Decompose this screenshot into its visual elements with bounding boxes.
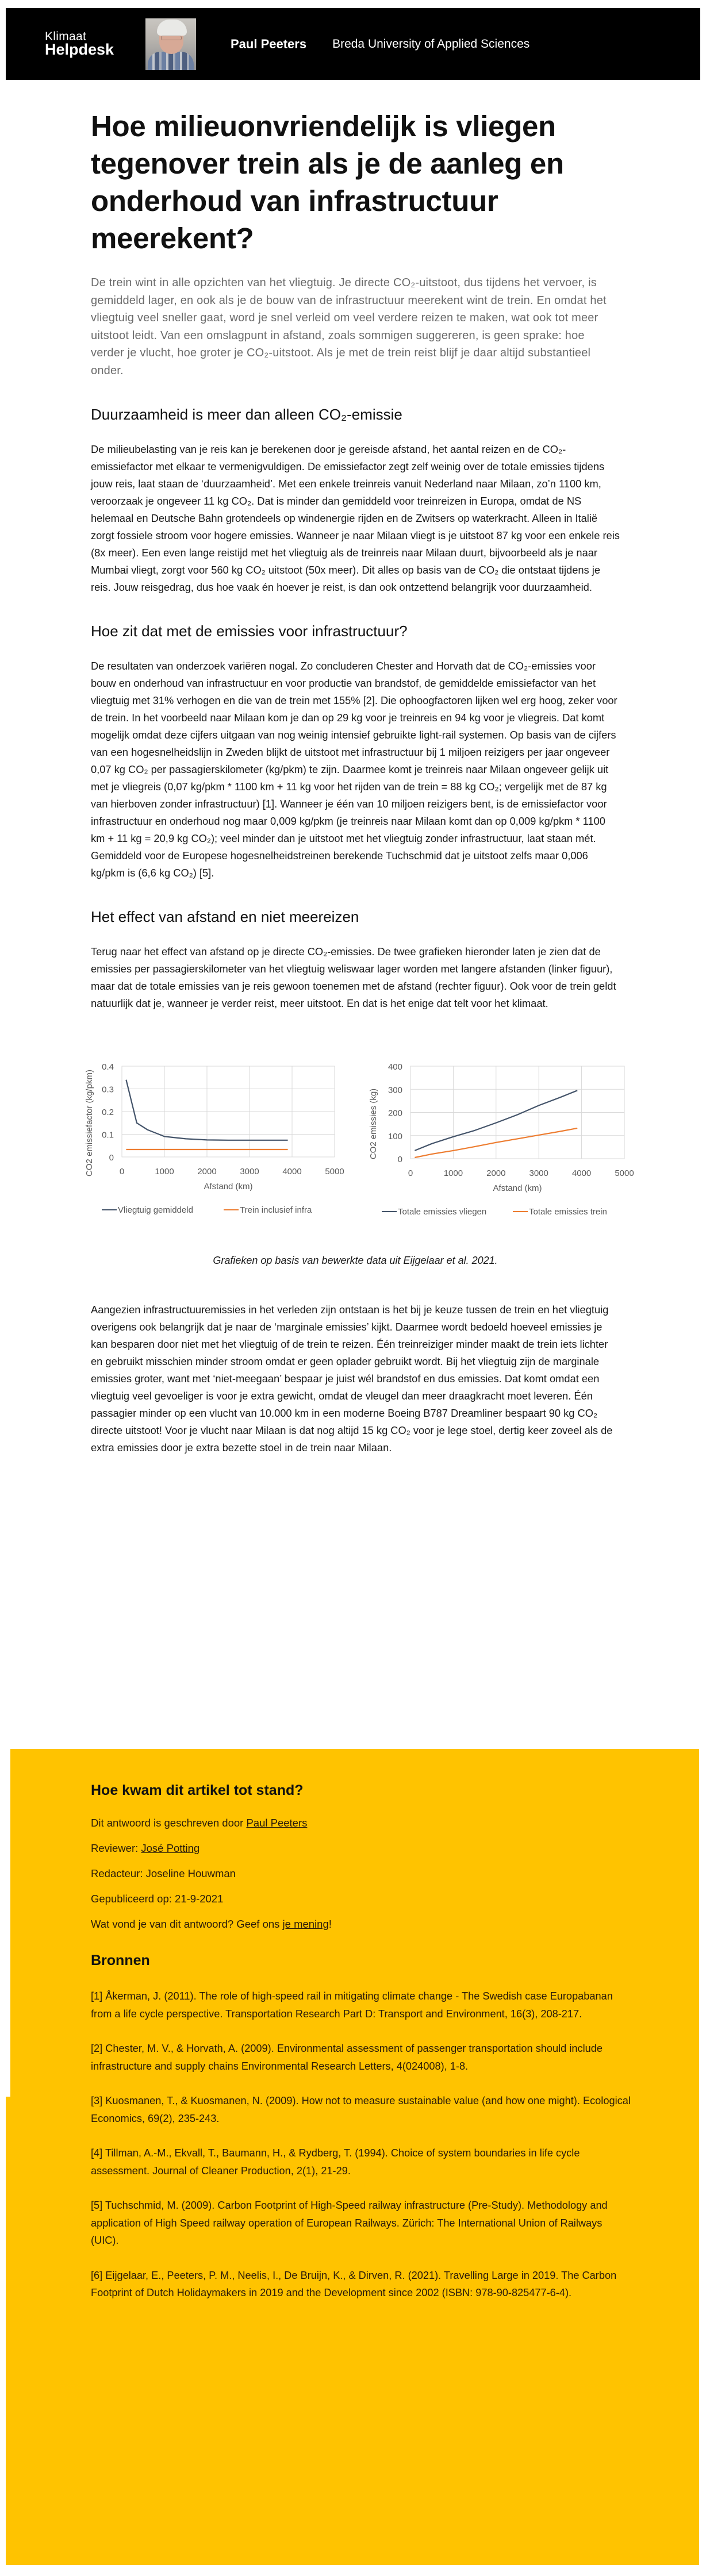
- legend-label: Totale emissies vliegen: [398, 1207, 487, 1217]
- reference-item: [4] Tillman, A.-M., Ekvall, T., Baumann, H., & Rydberg, T. (1994). Choice of system boundaries in life cycle assessment. Journal of Cleaner Production, 2(1), 21-29.: [91, 2147, 580, 2177]
- author-organization: Breda University of Applied Sciences: [332, 37, 530, 51]
- section-paragraph: Terug naar het effect van afstand op je directe CO₂-emissies. De twee grafieken hieronder laten je zien dat de emissies per passagierskilometer van het vliegtuig weliswaar lager worden met langere afstanden (linker figuur), maar dat de totale emissies van je reis gewoon toenemen met de afstand (rechter figuur). Ook voor de trein geldt natuurlijk dat je, wanneer je verder reist, meer uitstoot. En dat is het enige dat telt voor het klimaat.: [91, 945, 616, 1009]
- section-heading-sustainability: Duurzaamheid is meer dan alleen CO₂-emissie: [91, 406, 402, 423]
- y-tick-label: 400: [387, 1062, 402, 1072]
- reviewer: Reviewer: José Potting: [91, 1842, 200, 1854]
- x-tick-label: 5000: [615, 1168, 634, 1178]
- chart-emission-factor: [46, 1050, 351, 1234]
- author-name: Paul Peeters: [231, 36, 307, 51]
- y-tick-label: 0.4: [102, 1062, 114, 1072]
- legend-label: Totale emissies trein: [529, 1207, 607, 1217]
- y-tick-label: 0.2: [102, 1108, 114, 1117]
- reference-item: [2] Chester, M. V., & Horvath, A. (2009). Environmental assessment of passenger transportation should include infrastructure and supply chains Environmental Research Letters, 4(024008), 1-8.: [91, 2043, 603, 2072]
- legend-label: Vliegtuig gemiddeld: [118, 1205, 193, 1215]
- logo-line-2: Helpdesk: [45, 41, 114, 58]
- section-heading-infrastructure: Hoe zit dat met de emissies voor infrastructuur?: [91, 622, 408, 640]
- x-tick-label: 0: [119, 1167, 125, 1176]
- info-heading: Hoe kwam dit artikel tot stand?: [91, 1782, 304, 1798]
- closing-paragraph: Aangezien infrastructuuremissies in het verleden zijn ontstaan is het bij je keuze tussen de trein en het vliegtuig overigens ook belangrijk dat je naar de ‘marginale emissies’ kijkt. Daarmee wordt bedoeld hoeveel emissies je kan besparen door niet met het vliegtuig of de trein te reizen. Één treinreiziger minder maakt de trein iets lichter en gebruikt misschien minder stroom omdat er geen oplader gebruikt wordt. Bij het vliegtuig zijn de marginale emissies groter, want met ‘niet-meegaan’ bespaar je juist wél brandstof en dus emissies. Dat komt omdat een vliegtuig veel gevoeliger is voor je extra gewicht, omdat de vleugel dan meer draagkracht moet leveren. Één passagier minder op een vlucht van 10.000 km in een moderne Boeing B787 Dreamliner bespaart 90 kg CO₂ directe uitstoot! Voor je vlucht naar Milaan is dat nog altijd 15 kg CO₂ voor je lege stoel, dertig keer zoveel als de extra emissies door je extra bezette stoel in de trein naar Milaan.: [91, 1304, 613, 1454]
- author-link[interactable]: Paul Peeters: [246, 1817, 308, 1829]
- feedback-line: Wat vond je van dit antwoord? Geef ons je mening!: [91, 1918, 332, 1930]
- article: [85, 92, 634, 1456]
- published-date: Gepubliceerd op: 21-9-2021: [91, 1893, 224, 1905]
- x-tick-label: 1000: [155, 1167, 174, 1176]
- section-heading-distance: Het effect van afstand en niet meereizen: [91, 908, 359, 925]
- section-paragraph: De resultaten van onderzoek variëren nogal. Zo concluderen Chester and Horvath dat de CO₂-emissies voor bouw en onderhoud van infrastructuur en voor productie van brandstof, de gemiddelde emissiefactor van het vliegtuig met 31% verhogen en die van de trein met 155% [2]. Die ophoogfactoren lijken wel erg hoog, zeker voor de trein. In het voorbeeld naar Milaan kom je dan op 29 kg voor je treinreis en 94 kg voor je vliegreis. Dat komt mogelijk omdat deze cijfers uitgaan van nog weinig intensief gebruikte light-rail systemen. Op basis van de cijfers van een hogesnelheidslijn in Zweden blijkt de uitstoot met infrastructuur bij 1 miljoen reizigers per jaar ongeveer 0,07 kg CO₂ per passagierskilometer (kg/pkm) te zijn. Daarmee komt je treinreis naar Milaan ongeveer gelijk uit met je vliegreis (0,07 kg/pkm * 1100 km + 11 kg voor het rijden van de trein = 88 kg CO₂; vergelijk met de 87 kg van hierboven zonder infrastructuur) [1]. Wanneer je één van 10 miljoen reizigers bent, is de emissiefactor voor infrastructuur en onderhoud nog maar 0,009 kg/pkm (je treinreis naar Milaan komt dan op 0,009 kg/pkm * 1100 km + 11 kg = 20,9 kg CO₂); veel minder dan je uitstoot met het vliegtuig zonder infrastructuur, laat staan mét. Gemiddeld voor de Europese hogesnelheidstreinen berekende Tuchschmid dat je uitstoot zelfs maar 0,006 kg/pkm is (6,6 kg CO₂) [5].: [91, 660, 617, 879]
- reviewer-link[interactable]: José Potting: [141, 1842, 200, 1854]
- feedback-link[interactable]: je mening: [282, 1918, 329, 1930]
- reference-item: [6] Eijgelaar, E., Peeters, P. M., Neelis, I., De Bruijn, K., & Dirven, R. (2021). Travelling Large in 2019. The Carbon Footprint of Dutch Holidaymakers in 2019 and the Development since 2002 (ISBN: 978-90-825477-6-4).: [91, 2269, 617, 2298]
- x-axis-label: Afstand (km): [493, 1183, 542, 1193]
- editor: Redacteur: Joseline Houwman: [91, 1867, 236, 1879]
- x-tick-label: 1000: [443, 1168, 463, 1178]
- figure-caption: Grafieken op basis van bewerkte data uit Eijgelaar et al. 2021.: [213, 1255, 498, 1266]
- y-tick-label: 200: [387, 1108, 402, 1118]
- charts-figure: [0, 1050, 706, 1240]
- klimaat-helpdesk-logo[interactable]: [45, 30, 121, 57]
- reference-item: [5] Tuchschmid, M. (2009). Carbon Footprint of High-Speed railway infrastructure (Pre-Study). Methodology and application of High Speed railway operation of European Railways. Zürich: The International Union of Railways (UIC).: [91, 2200, 608, 2246]
- x-tick-label: 4000: [282, 1167, 302, 1176]
- y-tick-label: 0: [397, 1155, 402, 1164]
- y-axis-label: CO2 emissies (kg): [369, 1088, 378, 1160]
- page-title: Hoe milieuonvriendelijk is vliegen tegenover trein als je de aanleg en onderhoud van infrastructuur meerekent?: [91, 110, 564, 255]
- written-by: Dit antwoord is geschreven door Paul Peeters: [91, 1817, 308, 1829]
- y-tick-label: 0.1: [102, 1130, 114, 1140]
- y-axis-label: CO2 emissiefactor (kg/pkm): [85, 1070, 94, 1176]
- logo-line-1: Klimaat: [45, 30, 87, 43]
- x-tick-label: 0: [408, 1168, 413, 1178]
- y-tick-label: 100: [387, 1131, 402, 1141]
- site-header: [6, 8, 700, 80]
- x-axis-label: Afstand (km): [204, 1182, 253, 1191]
- legend-label: Trein inclusief infra: [240, 1205, 312, 1215]
- article-lead: De trein wint in alle opzichten van het vliegtuig. Je directe CO₂-uitstoot, dus tijdens het vervoer, is gemiddeld lager, en ook als je de bouw van de infrastructuur meerekent wint de trein. En omdat het vliegtuig veel sneller gaat, word je snel verleid om veel verdere reizen te maken, wat ook tot meer uitstoot leidt. Van een omslagpunt in afstand, zoals sommigen suggereren, is geen sprake: hoe verder je vlucht, hoe groter je CO₂-uitstoot. Als je met de trein reist blijf je daar altijd substantieel onder.: [91, 276, 607, 377]
- reference-item: [1] Åkerman, J. (2011). The role of high-speed rail in mitigating climate change - The Swedish case Europabanan from a life cycle perspective. Transportation Research Part D: Transport and Environment, 16(3), 208-217.: [91, 1990, 613, 2020]
- author-photo: [145, 18, 196, 70]
- article-info-box: [10, 1749, 699, 2565]
- y-tick-label: 0.3: [102, 1085, 114, 1095]
- x-tick-label: 2000: [197, 1167, 217, 1176]
- x-tick-label: 2000: [486, 1168, 506, 1178]
- reference-item: [3] Kuosmanen, T., & Kuosmanen, N. (2009). How not to measure sustainable value (and how one might). Ecological Economics, 69(2), 235-243.: [91, 2095, 631, 2124]
- y-tick-label: 300: [387, 1085, 402, 1095]
- section-paragraph: De milieubelasting van je reis kan je berekenen door je gereisde afstand, het aantal reizen en de CO₂-emissiefactor met elkaar te vermenigvuldigen. De emissiefactor zegt zelf weinig over de totale emissies tijdens jouw reis, laat staan de ‘duurzaamheid’. Met een enkele treinreis vanuit Nederland naar Milaan, zo’n 1100 km, veroorzaak je ongeveer 11 kg CO₂. Dat is minder dan gemiddeld voor treinreizen in Europa, omdat de NS helemaal en Deutsche Bahn grotendeels op windenergie rijden en de Zwitsers op waterkracht. Alleen in Italië zorgt fossiele stroom voor hogere emissies. Wanneer je naar Milaan vliegt is je uitstoot 87 kg voor een enkele reis (8x meer). Een even lange reistijd met het vliegtuig als de treinreis naar Milaan duurt, bijvoorbeeld als je naar Mumbai vliegt, zorgt voor 560 kg CO₂ uitstoot (50x meer). Dit alles op basis van de CO₂ die ontstaat tijdens je reis. Jouw reisgedrag, dus hoe vaak én hoever je reist, is dan ook ontzettend belangrijk voor duurzaamheid.: [91, 443, 620, 593]
- x-tick-label: 4000: [571, 1168, 592, 1178]
- sources-heading: Bronnen: [91, 1952, 150, 1968]
- chart-total-emissions: [351, 1050, 655, 1234]
- x-tick-label: 5000: [325, 1167, 344, 1176]
- x-tick-label: 3000: [240, 1167, 259, 1176]
- x-tick-label: 3000: [529, 1168, 548, 1178]
- y-tick-label: 0: [109, 1153, 114, 1163]
